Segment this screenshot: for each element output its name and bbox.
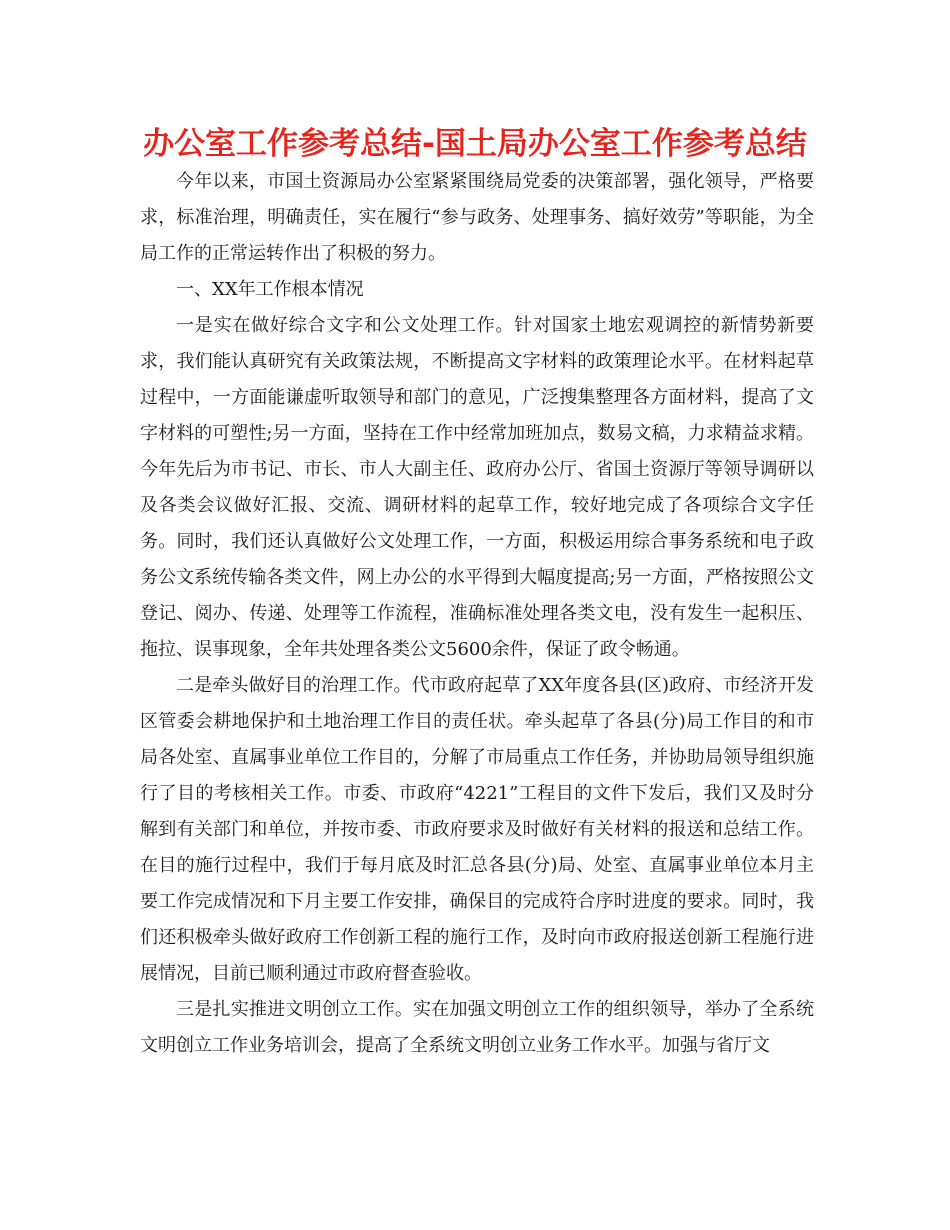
document-body [140, 164, 814, 1064]
paragraph-item-3: 三是扎实推进文明创立工作。实在加强文明创立工作的组织领导，举办了全系统文明创立工作业务培训会，提高了全系统文明创立业务工作水平。加强与省厅文 [140, 999, 814, 1056]
paragraph-item-1: 一是实在做好综合文字和公文处理工作。针对国家土地宏观调控的新情势新要求，我们能认真研究有关政策法规，不断提高文字材料的政策理论水平。在材料起草过程中，一方面能谦虚听取领导和部门的意见，广泛搜集整理各方面材料，提高了文字材料的可塑性;另一方面，坚持在工作中经常加班加点，数易文稿，力求精益求精。今年先后为市书记、市长、市人大副主任、政府办公厅、省国土资源厅等领导调研以及各类会议做好汇报、交流、调研材料的起草工作，较好地完成了各项综合文字任务。同时，我们还认真做好公文处理工作，一方面，积极运用综合事务系统和电子政务公文系统传输各类文件，网上办公的水平得到大幅度提高;另一方面，严格按照公文登记、阅办、传递、处理等工作流程，准确标准处理各类文电，没有发生一起积压、拖拉、误事现象，全年共处理各类公文5600余件，保证了政令畅通。 [140, 315, 814, 660]
paragraph-intro: 今年以来，市国土资源局办公室紧紧围绕局党委的决策部署，强化领导，严格要求，标准治理，明确责任，实在履行“参与政务、处理事务、搞好效劳”等职能，为全局工作的正常运转作出了积极的努力。 [140, 171, 814, 264]
paragraph-item-2: 二是牵头做好目的治理工作。代市政府起草了XX年度各县(区)政府、市经济开发区管委会耕地保护和土地治理工作目的责任状。牵头起草了各县(分)局工作目的和市局各处室、直属事业单位工作目的，分解了市局重点工作任务，并协助局领导组织施行了目的考核相关工作。市委、市政府“4221”工程目的文件下发后，我们又及时分解到有关部门和单位，并按市委、市政府要求及时做好有关材料的报送和总结工作。在目的施行过程中，我们于每月底及时汇总各县(分)局、处室、直属事业单位本月主要工作完成情况和下月主要工作安排，确保目的完成符合序时进度的要求。同时，我们还积极牵头做好政府工作创新工程的施行工作，及时向市政府报送创新工程施行进展情况，目前已顺利通过市政府督查验收。 [140, 675, 814, 984]
section-heading: 一、XX年工作根本情况 [176, 279, 364, 300]
document-title: 办公室工作参考总结-国土局办公室工作参考总结 [143, 126, 807, 162]
